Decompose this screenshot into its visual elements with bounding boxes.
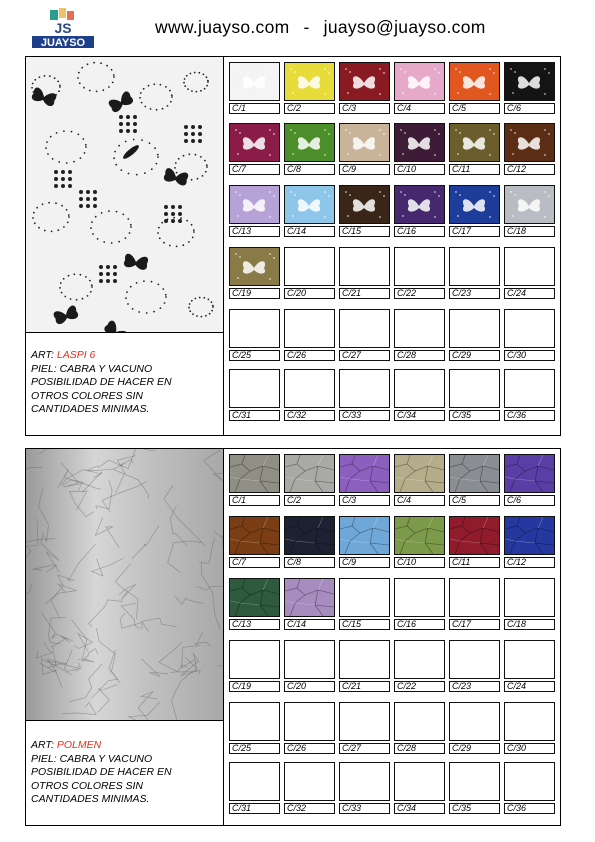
color-swatch-grid (224, 449, 560, 825)
color-swatch (229, 640, 280, 679)
color-code-label: C/22 (394, 681, 445, 692)
color-code-label: C/30 (504, 743, 555, 754)
color-swatch (394, 762, 445, 801)
color-swatch (284, 454, 335, 493)
contact-header (155, 17, 486, 38)
website-link[interactable]: www.juayso.com (155, 17, 290, 37)
info-line: POSIBILIDAD DE HACER EN (31, 766, 172, 778)
color-code-label: C/1 (229, 495, 280, 506)
color-code-label: C/6 (504, 495, 555, 506)
color-code-label: C/33 (339, 410, 390, 421)
color-code-label: C/4 (394, 495, 445, 506)
color-swatch (339, 247, 390, 286)
color-code-label: C/23 (449, 681, 500, 692)
color-code-label: C/5 (449, 103, 500, 114)
color-swatch (284, 62, 335, 101)
color-swatch (284, 640, 335, 679)
color-swatch (284, 516, 335, 555)
color-code-label: C/34 (394, 410, 445, 421)
color-code-label: C/13 (229, 226, 280, 237)
color-code-label: C/9 (339, 164, 390, 175)
color-swatch (284, 762, 335, 801)
color-code-label: C/11 (449, 557, 500, 568)
info-line: POSIBILIDAD DE HACER EN (31, 376, 172, 388)
color-code-label: C/11 (449, 164, 500, 175)
color-swatch (284, 123, 335, 162)
color-code-label: C/34 (394, 803, 445, 814)
color-swatch (504, 516, 555, 555)
color-swatch (339, 62, 390, 101)
color-swatch (339, 185, 390, 224)
color-swatch (229, 247, 280, 286)
color-swatch (449, 640, 500, 679)
color-swatch (394, 702, 445, 741)
color-code-label: C/1 (229, 103, 280, 114)
color-swatch (229, 702, 280, 741)
color-swatch (284, 185, 335, 224)
logo-mark: JS (54, 20, 72, 36)
color-swatch (394, 578, 445, 617)
color-swatch (229, 123, 280, 162)
color-code-label: C/3 (339, 495, 390, 506)
color-swatch (394, 516, 445, 555)
color-code-label: C/7 (229, 164, 280, 175)
color-swatch (339, 309, 390, 348)
color-code-label: C/7 (229, 557, 280, 568)
color-swatch (394, 369, 445, 408)
color-code-label: C/21 (339, 681, 390, 692)
color-swatch (449, 516, 500, 555)
color-swatch (229, 369, 280, 408)
color-swatch (339, 702, 390, 741)
color-code-label: C/4 (394, 103, 445, 114)
color-code-label: C/14 (284, 619, 335, 630)
color-swatch (229, 309, 280, 348)
color-swatch (449, 454, 500, 493)
color-code-label: C/31 (229, 803, 280, 814)
color-code-label: C/22 (394, 288, 445, 299)
product-photo (26, 57, 224, 333)
color-code-label: C/20 (284, 681, 335, 692)
color-swatch (449, 185, 500, 224)
color-swatch (339, 578, 390, 617)
color-swatch (449, 123, 500, 162)
color-code-label: C/17 (449, 226, 500, 237)
color-code-label: C/24 (504, 288, 555, 299)
color-swatch (504, 640, 555, 679)
color-swatch (449, 309, 500, 348)
color-code-label: C/28 (394, 743, 445, 754)
color-swatch (284, 578, 335, 617)
info-line: PIEL: CABRA Y VACUNO (31, 362, 153, 375)
product-photo (26, 449, 224, 721)
color-code-label: C/19 (229, 681, 280, 692)
color-code-label: C/12 (504, 164, 555, 175)
color-swatch (284, 369, 335, 408)
color-swatch (449, 702, 500, 741)
article-panel-polmen (25, 448, 561, 826)
info-line: CANTIDADES MINIMAS. (31, 793, 150, 805)
color-swatch (504, 123, 555, 162)
email-link[interactable]: juayso@juayso.com (323, 17, 486, 37)
color-swatch (449, 247, 500, 286)
color-swatch-grid (224, 57, 560, 435)
color-swatch (504, 309, 555, 348)
color-code-label: C/2 (284, 103, 335, 114)
color-code-label: C/26 (284, 350, 335, 361)
color-code-label: C/28 (394, 350, 445, 361)
color-swatch (229, 62, 280, 101)
color-swatch (339, 516, 390, 555)
color-code-label: C/10 (394, 557, 445, 568)
color-swatch (504, 247, 555, 286)
color-code-label: C/35 (449, 410, 500, 421)
color-code-label: C/20 (284, 288, 335, 299)
color-swatch (449, 762, 500, 801)
color-code-label: C/8 (284, 164, 335, 175)
color-code-label: C/36 (504, 803, 555, 814)
color-code-label: C/17 (449, 619, 500, 630)
color-swatch (394, 247, 445, 286)
header-separator: - (303, 17, 310, 37)
color-code-label: C/29 (449, 743, 500, 754)
color-code-label: C/24 (504, 681, 555, 692)
article-info (26, 721, 224, 826)
color-code-label: C/14 (284, 226, 335, 237)
color-swatch (339, 454, 390, 493)
color-code-label: C/29 (449, 350, 500, 361)
color-code-label: C/31 (229, 410, 280, 421)
color-swatch (394, 640, 445, 679)
color-swatch (394, 185, 445, 224)
info-line: OTROS COLORES SIN (31, 389, 144, 402)
color-code-label: C/15 (339, 619, 390, 630)
logo-text: JUAYSO (40, 37, 86, 49)
info-line: OTROS COLORES SIN (31, 779, 144, 792)
article-title: ART: LASPI 6 (31, 349, 96, 361)
color-code-label: C/30 (504, 350, 555, 361)
color-code-label: C/12 (504, 557, 555, 568)
color-swatch (394, 123, 445, 162)
color-code-label: C/32 (284, 410, 335, 421)
color-code-label: C/35 (449, 803, 500, 814)
color-code-label: C/15 (339, 226, 390, 237)
color-code-label: C/27 (339, 743, 390, 754)
color-swatch (229, 185, 280, 224)
color-swatch (504, 62, 555, 101)
color-swatch (339, 123, 390, 162)
color-swatch (449, 62, 500, 101)
info-line: PIEL: CABRA Y VACUNO (31, 752, 153, 765)
color-swatch (394, 454, 445, 493)
color-code-label: C/9 (339, 557, 390, 568)
info-line: CANTIDADES MINIMAS. (31, 403, 150, 415)
color-swatch (449, 578, 500, 617)
color-swatch (394, 62, 445, 101)
color-swatch (229, 516, 280, 555)
color-swatch (394, 309, 445, 348)
color-swatch (504, 578, 555, 617)
color-code-label: C/16 (394, 226, 445, 237)
color-code-label: C/16 (394, 619, 445, 630)
color-code-label: C/23 (449, 288, 500, 299)
color-code-label: C/13 (229, 619, 280, 630)
color-swatch (504, 702, 555, 741)
color-swatch (229, 454, 280, 493)
color-code-label: C/25 (229, 743, 280, 754)
color-code-label: C/26 (284, 743, 335, 754)
color-code-label: C/2 (284, 495, 335, 506)
juayso-logo (30, 6, 96, 50)
color-swatch (284, 702, 335, 741)
color-swatch (284, 247, 335, 286)
color-code-label: C/3 (339, 103, 390, 114)
color-code-label: C/5 (449, 495, 500, 506)
article-title: ART: POLMEN (31, 739, 102, 751)
color-code-label: C/32 (284, 803, 335, 814)
color-code-label: C/36 (504, 410, 555, 421)
color-code-label: C/8 (284, 557, 335, 568)
color-code-label: C/33 (339, 803, 390, 814)
color-swatch (339, 640, 390, 679)
color-swatch (504, 454, 555, 493)
color-swatch (229, 762, 280, 801)
color-code-label: C/21 (339, 288, 390, 299)
color-swatch (339, 369, 390, 408)
color-code-label: C/10 (394, 164, 445, 175)
color-code-label: C/18 (504, 226, 555, 237)
color-swatch (449, 369, 500, 408)
color-swatch (504, 369, 555, 408)
color-swatch (504, 185, 555, 224)
color-code-label: C/6 (504, 103, 555, 114)
color-code-label: C/18 (504, 619, 555, 630)
color-code-label: C/19 (229, 288, 280, 299)
color-swatch (504, 762, 555, 801)
article-panel-laspi (25, 56, 561, 436)
color-swatch (229, 578, 280, 617)
color-code-label: C/27 (339, 350, 390, 361)
color-swatch (284, 309, 335, 348)
article-info (26, 333, 224, 436)
color-swatch (339, 762, 390, 801)
color-code-label: C/25 (229, 350, 280, 361)
